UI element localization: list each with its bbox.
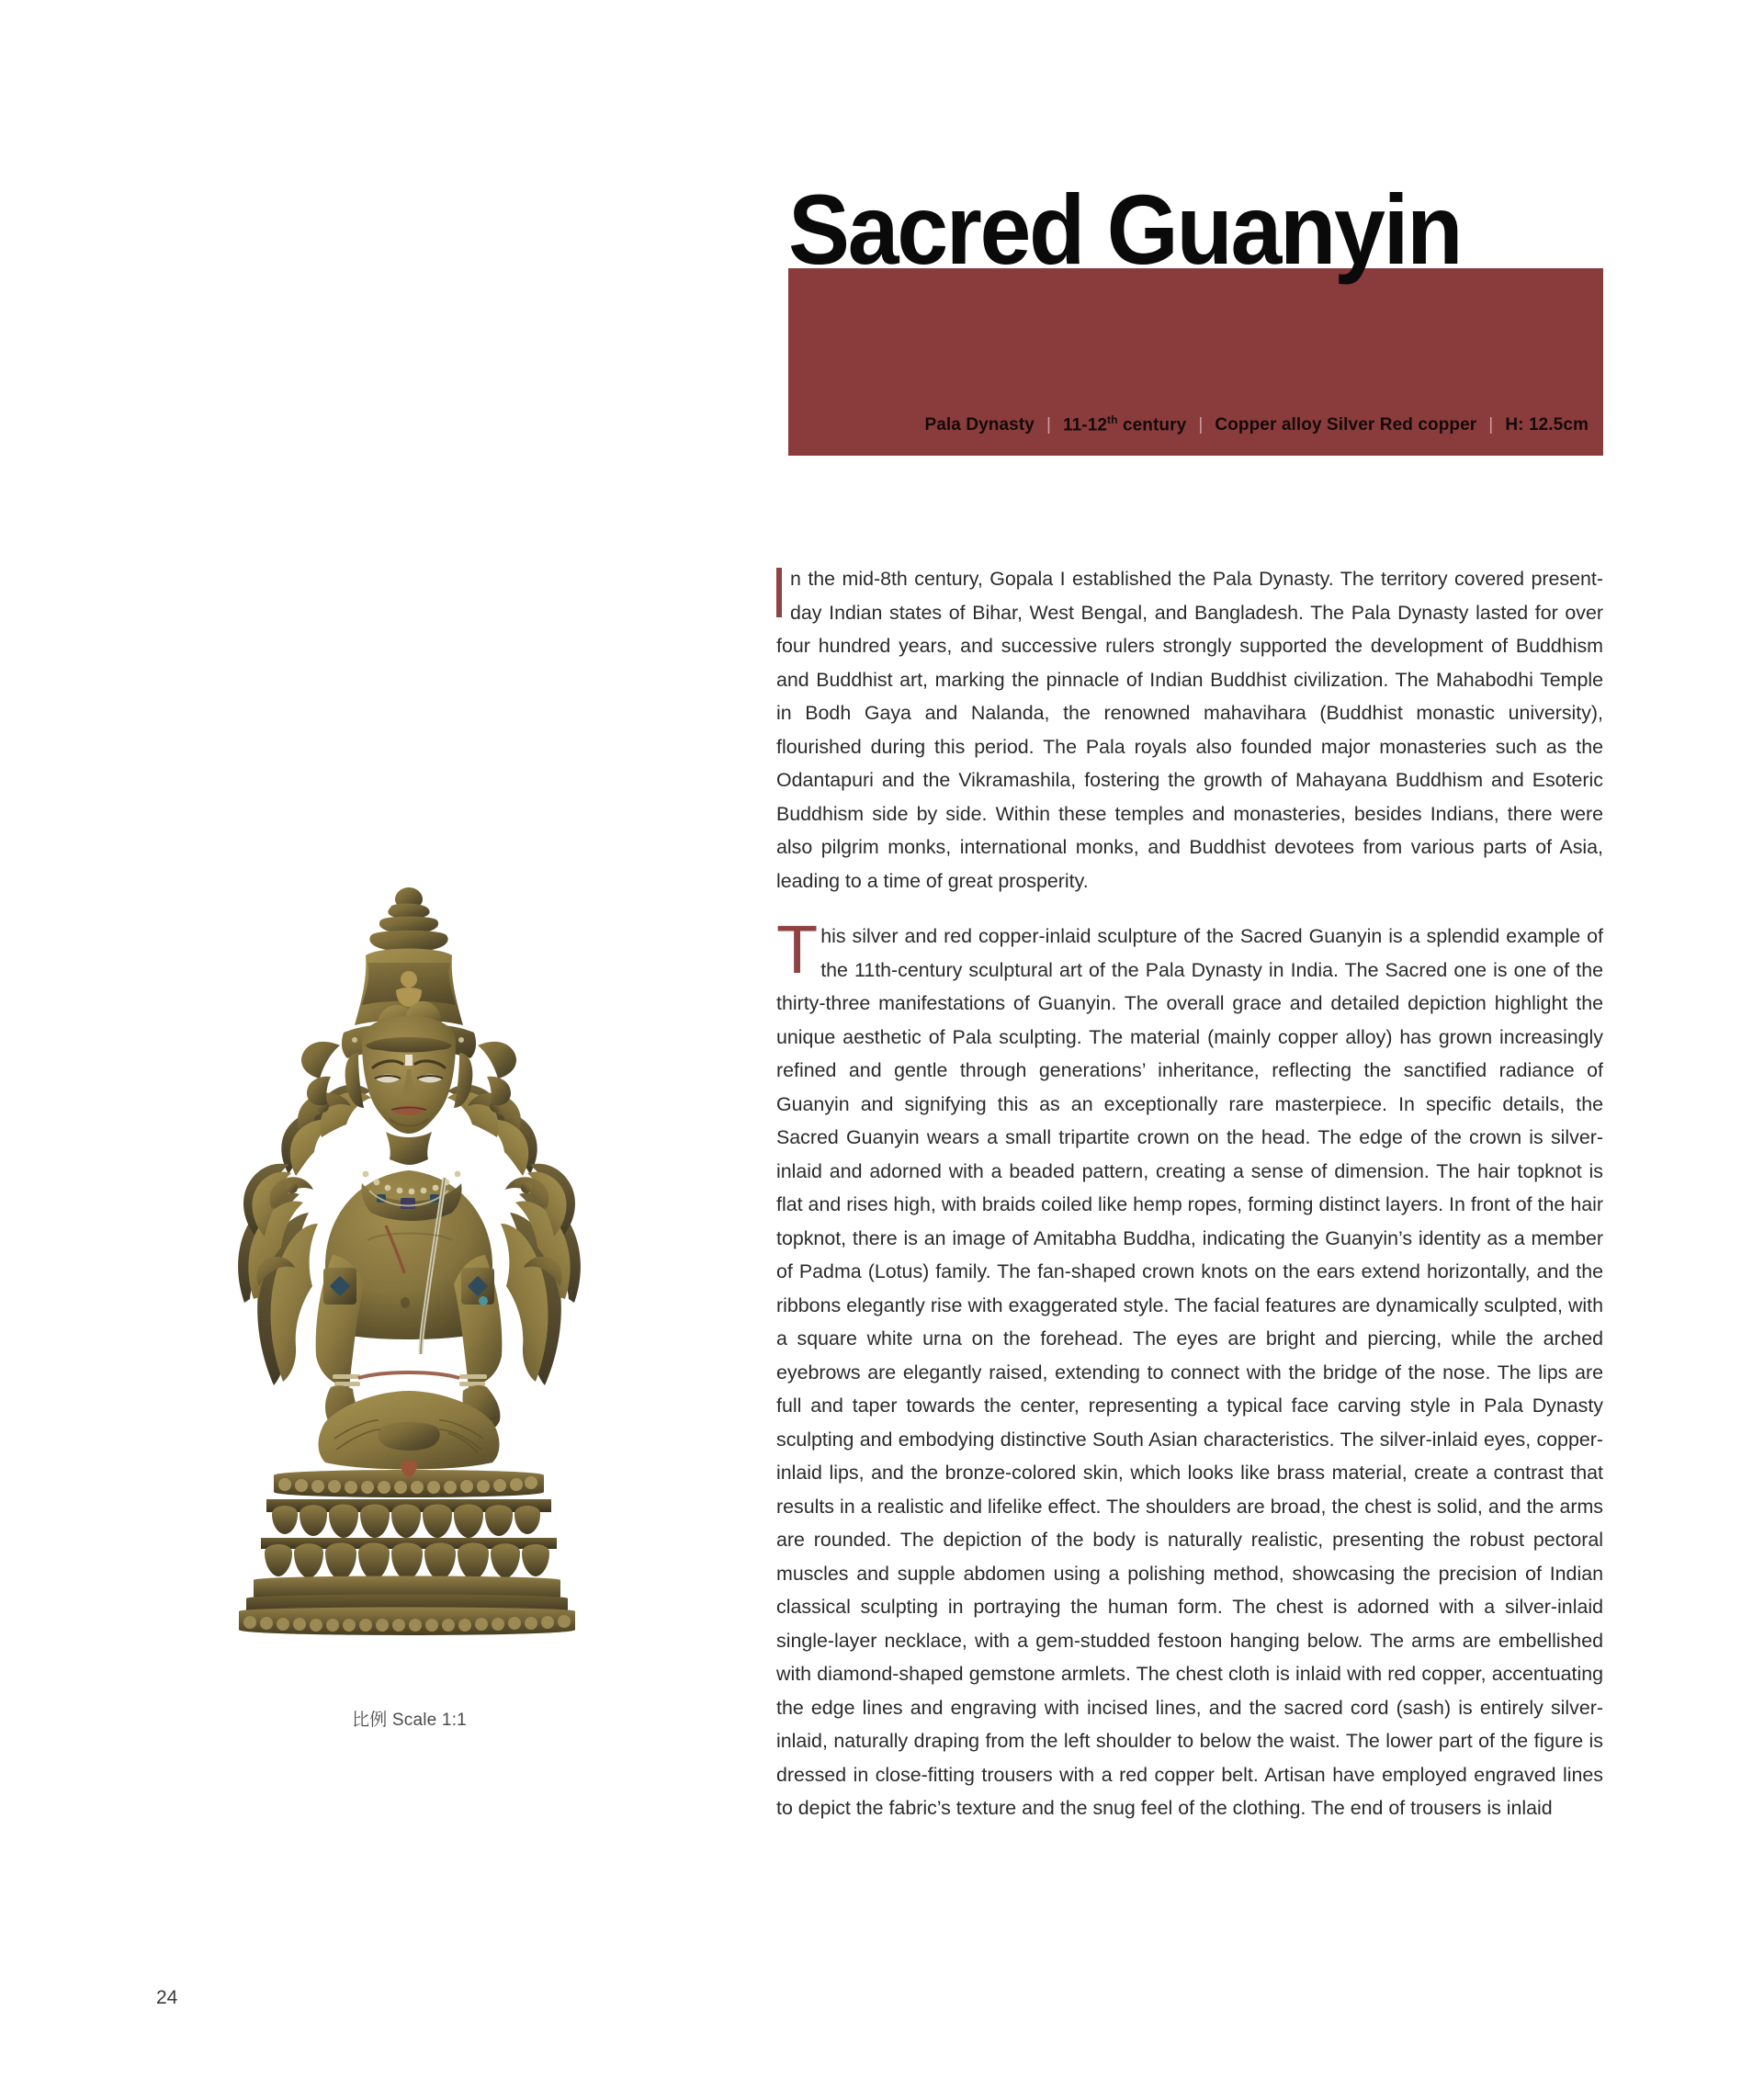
meta-separator-3: | bbox=[1488, 415, 1494, 435]
body-paragraph-1 bbox=[776, 562, 1603, 898]
article-body bbox=[776, 562, 1603, 1825]
meta-materials: Copper alloy Silver Red copper bbox=[1215, 415, 1477, 435]
meta-century-range: 11-12 bbox=[1063, 415, 1108, 435]
page-title: Sacred Guanyin bbox=[788, 174, 1462, 285]
article-header bbox=[788, 174, 1603, 456]
meta-century bbox=[1063, 413, 1186, 435]
meta-separator-2: | bbox=[1198, 415, 1204, 435]
page-number: 24 bbox=[156, 1987, 178, 2008]
artifact-metadata-row bbox=[788, 413, 1589, 435]
dropcap-bar-i bbox=[776, 568, 782, 617]
meta-dimensions: H: 12.5cm bbox=[1505, 415, 1589, 435]
paragraph-1-text: n the mid-8th century, Gopala I established the Pala Dynasty. The territory covered present-day Indian states of Bihar, West Bengal, and Bangladesh. The Pala Dynasty lasted for over four hundred years, and successive rulers strongly supported the development of Buddhism and Buddhist art, marking the pinnacle of Indian Buddhist civilization. The Mahabodhi Temple in Bodh Gaya and Nalanda, the renowned mahavihara (Buddhist monastic university), flourished during this period. The Pala royals also founded major monasteries such as the Odantapuri and the Vikramashila, fostering the growth of Mahayana Buddhism and Esoteric Buddhism side by side. Within these temples and monasteries, besides Indians, there were also pilgrim monks, international monks, and Buddhist devotees from various parts of Asia, leading to a time of great prosperity. bbox=[776, 568, 1603, 892]
body-paragraph-2 bbox=[776, 911, 1603, 1825]
paragraph-2-text: his silver and red copper-inlaid sculpture of the Sacred Guanyin is a splendid example of the 11th-century sculptural art of the Pala Dynasty in India. The Sacred one is one of the thirty-three manifestations of Guanyin. The overall grace and detailed depiction highlight the unique aesthetic of Pala sculpting. The material (mainly copper alloy) has grown increasingly refined and gentle through generations’ inheritance, reflecting the sanctified radiance of Guanyin and signifying this as an exceptionally rare masterpiece. In specific details, the Sacred Guanyin wears a small tripartite crown on the head. The edge of the crown is silver-inlaid and adorned with a beaded pattern, creating a sense of dimension. The hair topknot is flat and rises high, with braids coiled like hemp ropes, forming distinct layers. In front of the hair topknot, there is an image of Amitabha Buddha, indicating the Guanyin’s identity as a member of Padma (Lotus) family. The fan-shaped crown knots on the ears extend horizontally, and the ribbons elegantly rise with exaggerated style. The facial features are dynamically sculpted, with a square white urna on the forehead. The eyes are bright and piercing, while the arched eyebrows are elegantly raised, extending to connect with the bridge of the nose. The lips are full and taper towards the center, representing a typical face carving style in Pala Dynasty sculpting and embodying distinctive South Asian characteristics. The silver-inlaid eyes, copper-inlaid lips, and the bronze-colored skin, which looks like brass material, create a contrast that results in a realistic and lifelike effect. The shoulders are broad, the chest is solid, and the arms are rounded. The depiction of the body is naturally realistic, presenting the robust pectoral muscles and supple abdomen using a polishing method, showcasing the precision of Indian classical sculpting in portraying the human form. The chest is adorned with a silver-inlaid single-layer necklace, with a gem-studded festoon hanging below. The arms are embellished with diamond-shaped gemstone armlets. The chest cloth is inlaid with red copper, accentuating the edge lines and engraving with incised lines, and the sacred cord (sash) is entirely silver-inlaid, naturally draping from the left shoulder to below the waist. The lower part of the figure is dressed in close-fitting trousers with a red copper belt. Artisan have employed engraved lines to depict the fabric’s texture and the snug feel of the clothing. The end of trousers is inlaid bbox=[776, 925, 1603, 1819]
meta-dynasty: Pala Dynasty bbox=[924, 415, 1035, 435]
sacred-guanyin-sculpture bbox=[136, 871, 683, 1661]
meta-century-ordinal: th bbox=[1107, 412, 1118, 426]
meta-century-word: century bbox=[1122, 415, 1187, 435]
plate-scale-caption: 比例 Scale 1:1 bbox=[352, 1711, 467, 1730]
meta-separator-1: | bbox=[1046, 415, 1051, 435]
dropcap-letter-t: T bbox=[776, 911, 819, 988]
